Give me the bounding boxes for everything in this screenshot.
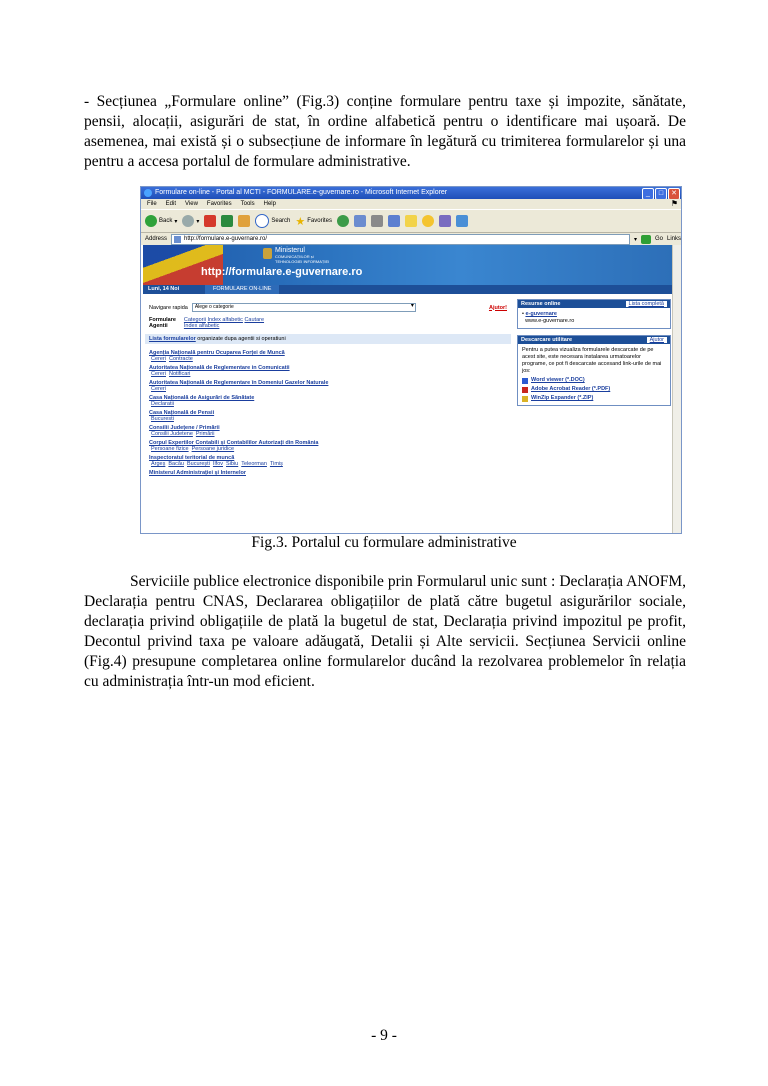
site-url-banner: http://formulare.e-guvernare.ro bbox=[201, 266, 363, 278]
agency-link[interactable]: Ministerul Administrației și Internelor bbox=[149, 470, 246, 476]
agency-sublink[interactable]: Consilii Judetene bbox=[151, 431, 193, 437]
folder-icon[interactable] bbox=[405, 215, 417, 227]
agency-item bbox=[143, 437, 513, 452]
address-bar bbox=[141, 233, 681, 245]
word-viewer-link[interactable]: Word viewer (*.DOC) bbox=[531, 377, 585, 383]
agency-sublink[interactable]: Declaratii bbox=[151, 401, 174, 407]
menu-favorites[interactable]: Favorites bbox=[206, 201, 232, 207]
agency-sublink[interactable]: Argeș bbox=[151, 461, 166, 467]
menu-tools[interactable]: Tools bbox=[240, 201, 255, 207]
page-number: - 9 - bbox=[371, 1027, 397, 1044]
agency-link[interactable]: Inspectoratul teritorial de muncă bbox=[149, 455, 235, 461]
forward-arrow-icon bbox=[182, 215, 194, 227]
e-guvernare-link[interactable]: e-guvernare bbox=[525, 311, 557, 317]
window-title: Formulare on-line - Portal al MCTI - FORMULARE.e-guvernare.ro - Microsoft Internet Explorer bbox=[155, 189, 448, 196]
tab-formulare-online[interactable]: FORMULARE ON-LINE bbox=[205, 285, 279, 294]
agency-item bbox=[143, 452, 513, 467]
page-icon bbox=[174, 236, 181, 243]
agency-item bbox=[143, 422, 513, 437]
main-column bbox=[143, 299, 513, 476]
forms-index bbox=[143, 315, 513, 331]
word-icon bbox=[522, 378, 528, 384]
date-bar bbox=[143, 285, 672, 294]
zip-icon bbox=[522, 396, 528, 402]
forms-label: Formulare bbox=[149, 317, 176, 323]
resources-title: Resurse online bbox=[521, 301, 561, 307]
window-titlebar bbox=[141, 187, 681, 199]
downloads-box bbox=[517, 335, 671, 406]
figure-caption: Fig.3. Portalul cu formulare administrative bbox=[251, 534, 517, 551]
agency-sublink[interactable]: Persoane fizice bbox=[151, 446, 189, 452]
agency-link[interactable]: Autoritatea Națională de Reglementare în Domeniul Gazelor Naturale bbox=[149, 380, 329, 386]
menu-edit[interactable]: Edit bbox=[165, 201, 177, 207]
link-index-alfabetic[interactable]: Index alfabetic bbox=[207, 317, 243, 323]
link-categorii[interactable]: Categorii bbox=[183, 317, 206, 323]
website-content bbox=[143, 245, 672, 533]
address-dropdown-icon[interactable]: ▾ bbox=[633, 236, 637, 243]
agency-sublink[interactable]: Notificari bbox=[168, 371, 191, 377]
back-button[interactable]: Back ▾ bbox=[145, 215, 177, 227]
menu-bar bbox=[141, 199, 681, 209]
right-column bbox=[517, 299, 671, 412]
winzip-link[interactable]: WinZip Expander (*.ZIP) bbox=[531, 395, 594, 401]
agency-sublink[interactable]: Primării bbox=[195, 431, 215, 437]
agency-item bbox=[143, 407, 513, 422]
agency-sublink[interactable]: Cereri bbox=[151, 371, 166, 377]
toolbar bbox=[141, 209, 681, 233]
ministry-logo: Ministerul COMUNICAȚIILOR și TEHNOLOGIEI INFORMAȚIEI bbox=[275, 247, 330, 264]
romanian-flag-graphic bbox=[143, 245, 223, 285]
star-icon: ★ bbox=[295, 215, 306, 228]
refresh-icon[interactable] bbox=[221, 215, 233, 227]
agency-link[interactable]: Corpul Expertilor Contabili și Contabililor Autorizați din România bbox=[149, 440, 319, 446]
agency-sublink[interactable]: București bbox=[186, 461, 210, 467]
home-icon[interactable] bbox=[238, 215, 250, 227]
agency-sublink[interactable]: Bacău bbox=[168, 461, 184, 467]
agency-link[interactable]: Consilii Județene / Primării bbox=[149, 425, 220, 431]
downloads-description: Pentru a putea vizualiza formularele descarcate de pe acest site, este necesara instalarea urmatoarelor programe, ce pot fi descarcate accesand link-urile de mai jos: bbox=[522, 347, 662, 374]
favorites-button[interactable]: ★ Favorites bbox=[295, 215, 332, 228]
close-button[interactable]: ✕ bbox=[668, 188, 680, 200]
agency-sublink[interactable]: Cereri bbox=[151, 356, 166, 362]
agency-item bbox=[143, 347, 513, 362]
menu-help[interactable]: Help bbox=[263, 201, 276, 207]
resources-box: Resurse online Lista completă • e-guvernare www.e-guvernare.ro bbox=[517, 299, 671, 329]
help-link[interactable]: Ajutor! bbox=[488, 304, 507, 311]
full-list-link[interactable]: Lista completă bbox=[626, 301, 667, 307]
messenger-icon[interactable] bbox=[422, 215, 434, 227]
link-cautare[interactable]: Cautare bbox=[244, 317, 265, 323]
agency-sublink[interactable]: Persoane juridice bbox=[191, 446, 235, 452]
category-select[interactable]: Alege o categorie ▾ bbox=[192, 303, 416, 312]
agency-sublink[interactable]: Bucuresti bbox=[151, 416, 174, 422]
media-icon[interactable] bbox=[337, 215, 349, 227]
forms-list-link[interactable]: Lista formularelor bbox=[149, 336, 196, 342]
figure-screenshot bbox=[140, 186, 682, 534]
agency-link[interactable]: Casa Națională de Pensii bbox=[149, 410, 215, 416]
agency-link[interactable]: Agenția Națională pentru Ocuparea Forței de Muncă bbox=[149, 350, 285, 356]
date-label: Luni, 14 Noi bbox=[148, 286, 180, 292]
go-button[interactable]: Go bbox=[654, 236, 663, 242]
print-icon[interactable] bbox=[371, 215, 383, 227]
agency-item bbox=[143, 377, 513, 392]
menu-view[interactable]: View bbox=[185, 201, 198, 207]
stop-icon[interactable] bbox=[204, 215, 216, 227]
maximize-button[interactable]: □ bbox=[655, 188, 667, 200]
windows-logo-icon: ⚑ bbox=[670, 199, 678, 208]
back-arrow-icon bbox=[145, 215, 157, 227]
agency-item bbox=[143, 467, 513, 476]
search-icon bbox=[255, 214, 269, 228]
links-label[interactable]: Links bbox=[666, 236, 681, 242]
minimize-button[interactable]: _ bbox=[642, 188, 654, 200]
address-label: Address bbox=[145, 236, 168, 242]
ie-icon bbox=[144, 189, 152, 197]
acrobat-reader-link[interactable]: Adobe Acrobat Reader (*.PDF) bbox=[531, 386, 611, 392]
agency-item bbox=[143, 392, 513, 407]
go-arrow-icon[interactable] bbox=[641, 235, 651, 244]
agency-link[interactable]: Casa Națională de Asigurări de Sănătate bbox=[149, 395, 255, 401]
translate-icon[interactable] bbox=[456, 215, 468, 227]
search-button[interactable]: Search bbox=[255, 214, 290, 228]
quick-nav bbox=[143, 299, 513, 315]
agency-sublink[interactable]: Teleorman bbox=[241, 461, 267, 467]
paragraph-forms-section: - Secțiunea „Formulare online” (Fig.3) conține formulare pentru taxe și impozite, sănătate, pensii, alocații, asigurări de stat, în ordine alfabetică pentru o identificare mai ușoară. De asemenea, mai există și o subsecțiune de informare în legătură cu trimiterea formularelor și una pentru a accesa portalul de formulare administrative. bbox=[84, 93, 686, 170]
pdf-icon bbox=[522, 387, 528, 393]
edit-icon[interactable] bbox=[388, 215, 400, 227]
research-icon[interactable] bbox=[439, 215, 451, 227]
agencies-label: Agentii bbox=[149, 323, 168, 329]
agency-sublink[interactable]: Ilfov bbox=[212, 461, 224, 467]
menu-file[interactable]: File bbox=[147, 201, 157, 207]
agency-sublink[interactable]: Cereri bbox=[151, 386, 166, 392]
vertical-scrollbar[interactable] bbox=[672, 245, 681, 533]
agency-item bbox=[143, 362, 513, 377]
paragraph-services: Serviciile publice electronice disponibile prin Formularul unic sunt : Declarația ANOFM, Declarația pentru CNAS, Declararea obligațiilor de plată către bugetul asigurărilor sociale, declarația privind obligațiile de plată la bugetul de stat, Declarația privind impozitul pe profit, Decontul privind taxa pe valoare adăugată, Detalii și Alte servicii. Secțiunea Servicii online (Fig.4) presupune completarea online formularelor ducând la rezolvarea problemelor în relația cu administrația într-un mod eficient. bbox=[84, 573, 686, 690]
coat-of-arms-icon bbox=[263, 248, 272, 259]
agency-link[interactable]: Autoritatea Națională de Reglementare in Comunicatii bbox=[149, 365, 290, 371]
quick-nav-label: Navigare rapida bbox=[149, 304, 188, 311]
downloads-title: Descarcare utilitare bbox=[521, 337, 573, 343]
agency-list bbox=[143, 347, 513, 476]
downloads-help-link[interactable]: Ajutor bbox=[647, 337, 667, 343]
link-agentii-index[interactable]: Index alfabetic bbox=[183, 323, 220, 329]
agency-sublink[interactable]: Contracte bbox=[168, 356, 193, 362]
agency-sublink[interactable]: Timiș bbox=[269, 461, 283, 467]
address-input[interactable]: http://formulare.e-guvernare.ro/ bbox=[171, 234, 630, 245]
forms-list-header: Lista formularelor organizate dupa agentii si operatiuni bbox=[145, 334, 511, 344]
mail-icon[interactable] bbox=[354, 215, 366, 227]
forward-button[interactable]: ▾ bbox=[182, 215, 199, 227]
site-banner bbox=[143, 245, 672, 285]
agency-sublink[interactable]: Sibiu bbox=[226, 461, 239, 467]
e-guvernare-url: www.e-guvernare.ro bbox=[525, 318, 575, 324]
